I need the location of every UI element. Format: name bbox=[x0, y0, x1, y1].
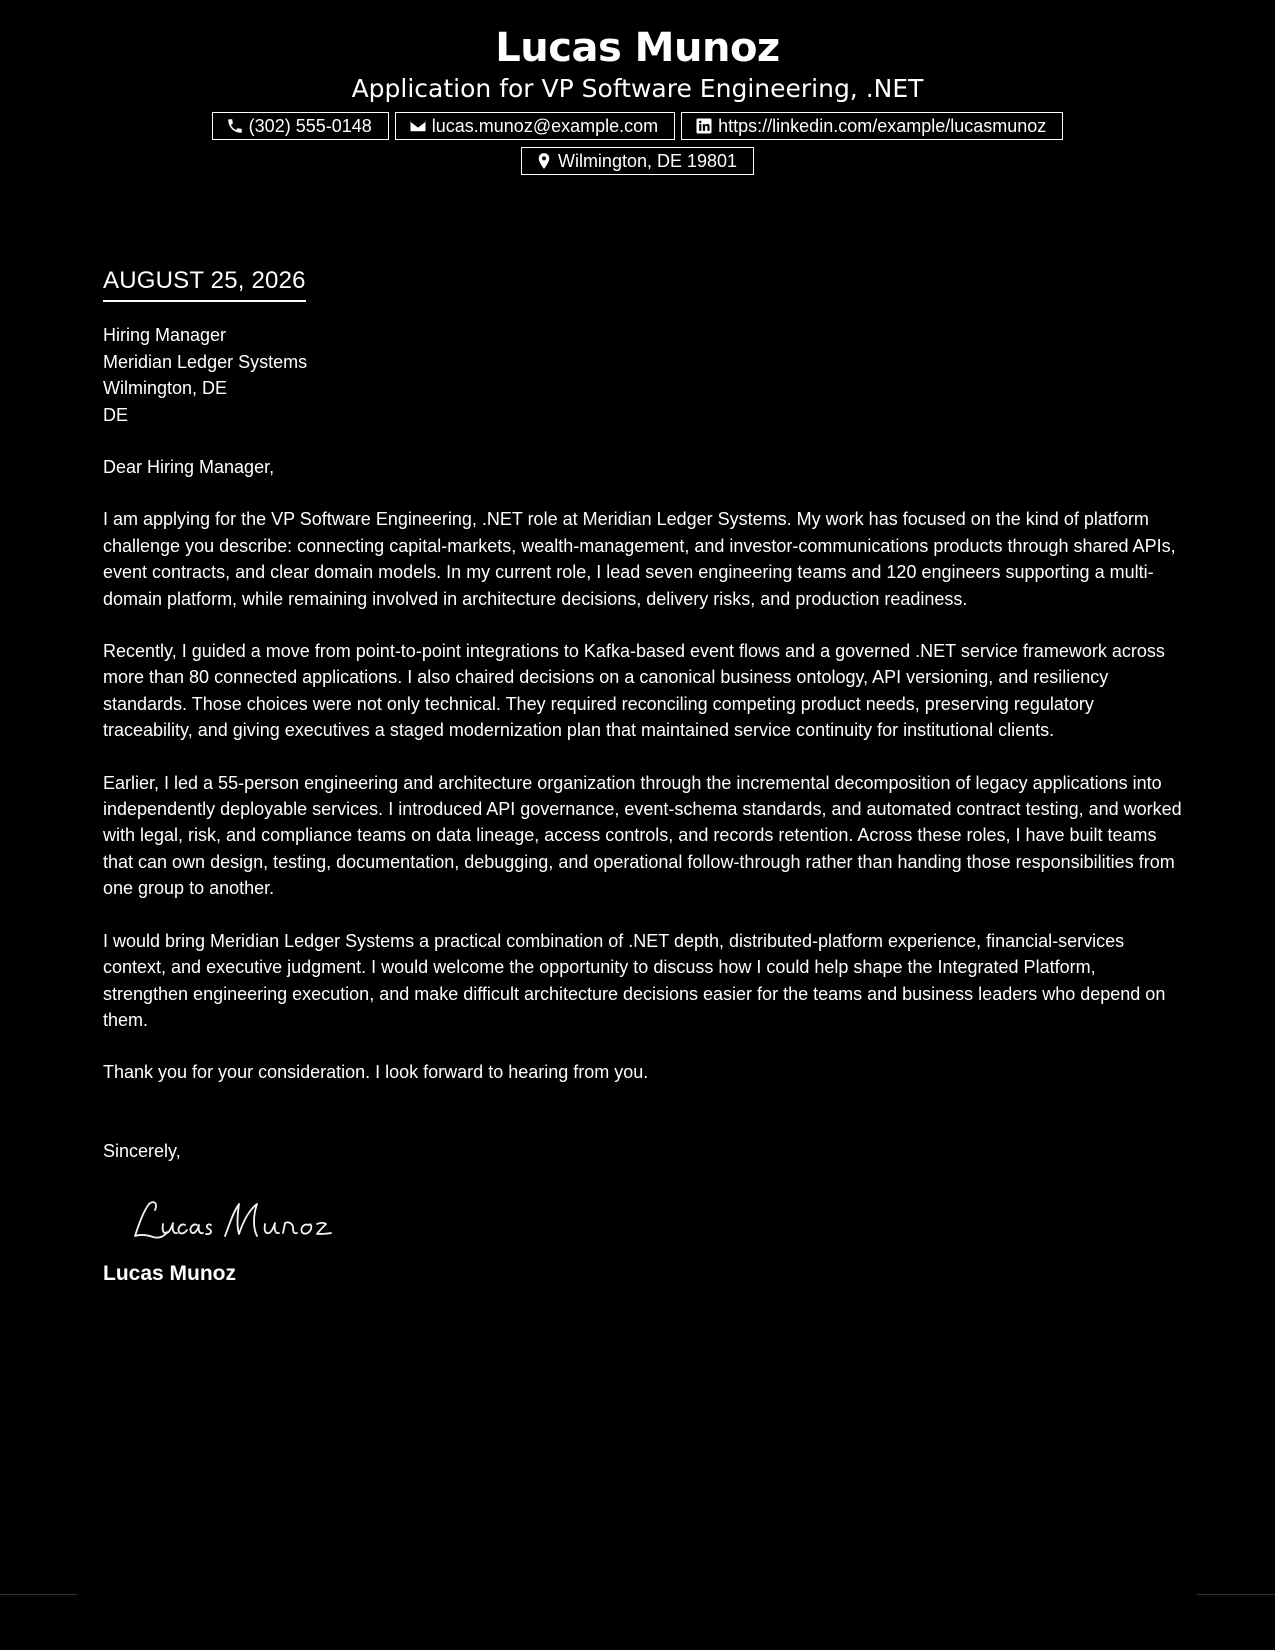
handwritten-signature bbox=[127, 1190, 1183, 1260]
body-paragraph: I would bring Meridian Ledger Systems a practical combination of .NET depth, distributed-platform experience, financial-services context, and executive judgment. I would welcome the opportunity to discuss how I could help shape the Integrated Platform, strengthen engineering execution, and make difficult architecture decisions easier for the teams and business leaders who depend on them. bbox=[103, 930, 1166, 1030]
linkedin-contact[interactable] bbox=[681, 112, 1063, 140]
recipient-block bbox=[103, 322, 1183, 428]
map-pin-icon bbox=[535, 152, 553, 170]
letter-header bbox=[0, 22, 1275, 175]
phone-contact[interactable] bbox=[212, 112, 389, 140]
recipient-line: DE bbox=[103, 404, 129, 425]
recipient-line: Hiring Manager bbox=[103, 325, 227, 345]
signer-name: Lucas Munoz bbox=[103, 1262, 237, 1286]
body-paragraph: I am applying for the VP Software Engineering, .NET role at Meridian Ledger Systems. My work has focused on the kind of platform challenge you describe: connecting capital-markets, wealth-management, and investor-communications products through shared APIs, event contracts, and clear domain models. In my current role, I lead seven engineering teams and 120 engineers supporting a multi-domain platform, while remaining involved in architecture decisions, delivery risks, and production readiness. bbox=[103, 509, 1176, 609]
closing: Sincerely, bbox=[103, 1140, 181, 1161]
body-paragraph: Thank you for your consideration. I look forward to hearing from you. bbox=[103, 1062, 649, 1083]
letter-date: AUGUST 25, 2026 bbox=[103, 264, 306, 302]
application-title: Application for VP Software Engineering, .NET bbox=[351, 74, 924, 103]
applicant-name: Lucas Munoz bbox=[495, 25, 780, 71]
location-contact bbox=[521, 147, 754, 175]
email-contact[interactable] bbox=[395, 112, 675, 140]
phone-text: (302) 555-0148 bbox=[248, 116, 372, 136]
recipient-line: Wilmington, DE bbox=[103, 378, 228, 398]
envelope-icon bbox=[409, 117, 427, 135]
contact-row bbox=[0, 112, 1275, 140]
body-paragraph: Earlier, I led a 55-person engineering and architecture organization through the incremental decomposition of legacy applications into independently deployable services. I introduced API governance, event-schema standards, and automated contract testing, and worked with legal, risk, and compliance teams on data lineage, access controls, and records retention. Across these roles, I have built teams that can own design, testing, documentation, debugging, and operational follow-through rather than handing those responsibilities from one group to another. bbox=[103, 772, 1182, 899]
location-text: Wilmington, DE 19801 bbox=[557, 151, 738, 171]
phone-icon bbox=[226, 117, 244, 135]
footer-divider-left bbox=[0, 1594, 77, 1595]
salutation: Dear Hiring Manager, bbox=[103, 457, 275, 477]
email-text: lucas.munoz@example.com bbox=[431, 116, 659, 136]
body-paragraph: Recently, I guided a move from point-to-point integrations to Kafka-based event flows and a governed .NET service framework across more than 80 connected applications. I also chaired decisions on a canonical business ontology, API versioning, and resiliency standards. Those choices were not only technical. They required reconciling competing product needs, preserving regulatory traceability, and giving executives a staged modernization plan that maintained service continuity for institutional clients. bbox=[103, 641, 1165, 741]
letter-body bbox=[103, 264, 1183, 1288]
contact-row-location bbox=[0, 147, 1275, 175]
linkedin-icon bbox=[695, 117, 713, 135]
recipient-line: Meridian Ledger Systems bbox=[103, 351, 308, 372]
footer-divider-right bbox=[1197, 1594, 1275, 1595]
linkedin-text: https://linkedin.com/example/lucasmunoz bbox=[718, 116, 1047, 136]
